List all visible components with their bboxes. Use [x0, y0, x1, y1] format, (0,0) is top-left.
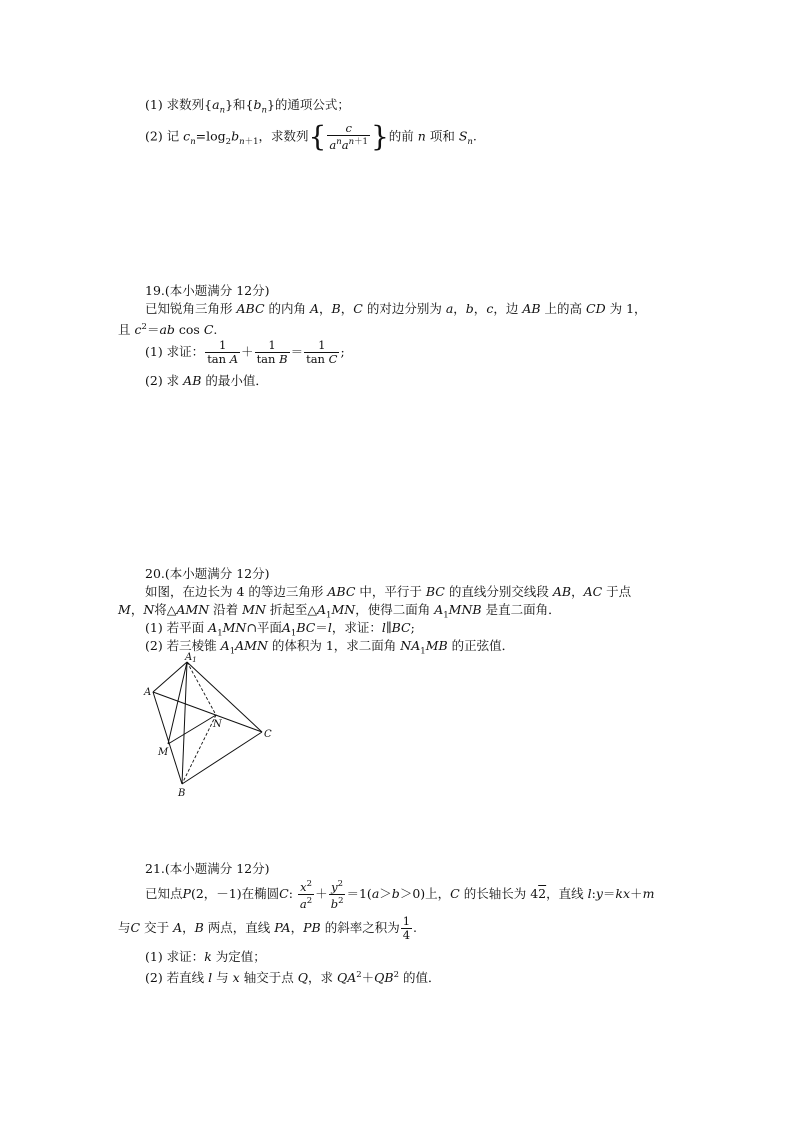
q21-subq1: (1) 求证：k 为定值；: [145, 949, 266, 964]
q19-header: 19.(本小题满分 12分): [145, 283, 270, 298]
edge-a1-a: [153, 662, 187, 692]
edge-a1-n-hidden: [187, 662, 216, 715]
edge-a1-c: [187, 662, 262, 732]
pyramid-figure: [140, 652, 280, 800]
label-m: M: [158, 747, 169, 758]
q20-subq2: (2) 若三棱锥 $A_1AMN$ 的体积为 1，求二面角 $NA_1MB$ 的正弦值．: [145, 638, 515, 657]
q21-subq2: (2) 若直线 l 与 x 轴交于点 Q，求 $QA^2+QB^2$ 的值．: [145, 970, 441, 986]
q20-subq1: (1) 若平面 $A_1MN\cap$平面$A_1BC=l$，求证：l∥BC;: [145, 620, 415, 639]
q20-stem-line2: M，N将△AMN 沿着 MN 折起至$\triangle A_1MN$，使得二面角 $A_1MNB$ 是直二面角．: [118, 602, 561, 621]
label-c: C: [264, 729, 272, 740]
q21-stem-line1: 已知点P(2，－1)在椭圆C: $\frac{x^2}{a^2}$ ＋ $\frac{y^2}{b^2}$ ＝1(a＞b＞0)上，C 的长轴长为 42，直线 l:y＝kx＋m: [145, 879, 655, 911]
edge-b-c: [182, 732, 262, 784]
q21-header: 21.(本小题满分 12分): [145, 861, 270, 876]
q19-stem-line1: 已知锐角三角形 ABC 的内角 A，B，C 的对边分别为 a，b，c，边 AB 上的高 CD 为 1，: [145, 301, 647, 316]
q18-part1: (1) 求数列$\{a_n\}$和$\{b_n\}$的通项公式；: [145, 97, 350, 116]
q19-subq2: (2) 求 AB 的最小值．: [145, 373, 268, 388]
q20-header: 20.(本小题满分 12分): [145, 566, 270, 581]
q21-stem-line2: 与C 交于 A，B 两点，直线 PA，PB 的斜率之积为 $\frac{1}{4}$ .: [118, 914, 418, 942]
label-a: A: [144, 687, 152, 698]
q19-subq1: (1) 求证： $\frac{1}{\text{tan A}}$ ＋ $\frac{1}{\text{tan B}}$ ＝ $\frac{1}{\text{tan C}}$ ;: [145, 338, 345, 366]
q19-stem-line2: 且 $c^2=ab$ cos C.: [118, 322, 218, 338]
q18-part2: (2) 记 $c_n=\log_2b_{n+1}$，求数列{ $\frac{c}{a^na^{n+1}}$ }的前 n 项和 $S_n$.: [145, 119, 477, 153]
label-b: B: [178, 788, 186, 799]
edge-a-c: [153, 692, 262, 732]
label-n: N: [213, 719, 222, 730]
label-a1: $A_1$: [185, 652, 197, 664]
q20-stem-line1: 如图，在边长为 4 的等边三角形 ABC 中，平行于 BC 的直线分别交线段 AB，AC 于点: [145, 584, 632, 599]
